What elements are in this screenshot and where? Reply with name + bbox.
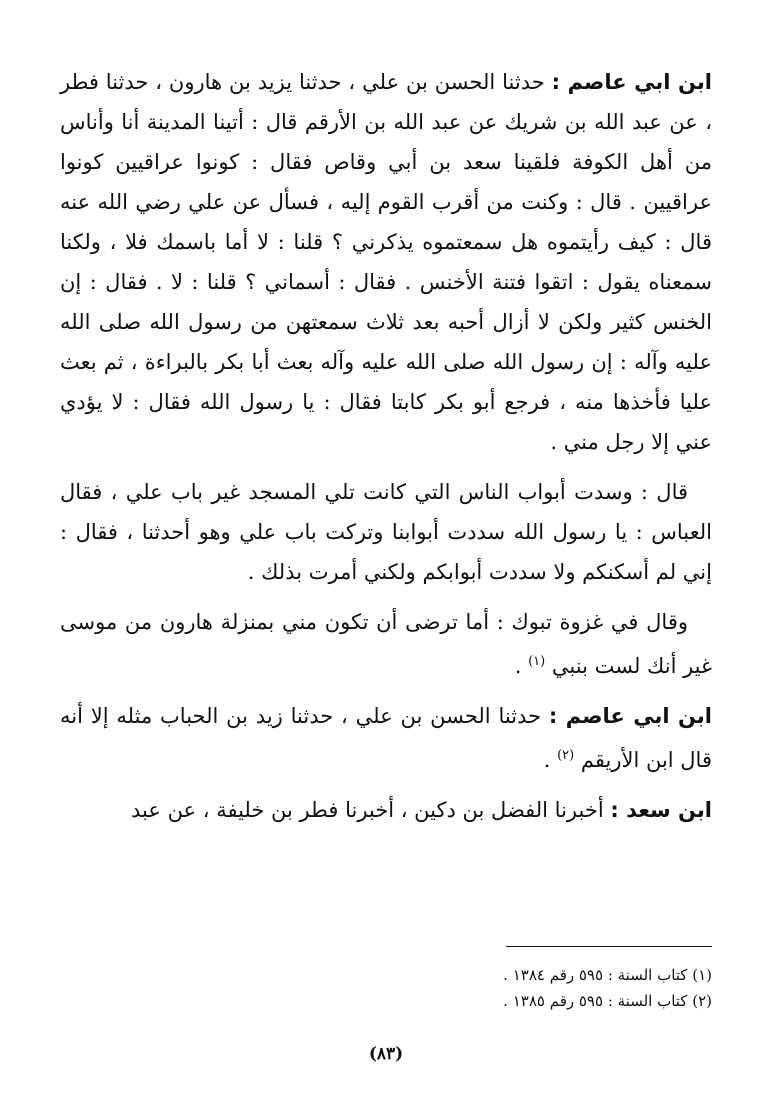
source-label: ابن ابي عاصم : <box>551 70 712 94</box>
paragraph-text: حدثنا الحسن بن علي ، حدثنا زيد بن الحباب مثله إلا أنه قال ابن الأريقم <box>60 704 712 772</box>
footnote-ref-1: (١) <box>528 654 546 669</box>
paragraph-3 <box>60 602 712 686</box>
footnote-ref-2: (٢) <box>557 748 575 763</box>
paragraph-text: حدثنا الحسن بن علي ، حدثنا يزيد بن هارون ، حدثنا فطر ، عن عبد الله بن شريك عن عبد الله بن الأرقم قال : أتينا المدينة أنا وأناس من أهل الكوفة فلقينا سعد بن أبي وقاص فقال : كونوا عراقيين كونوا عراقيين . قال : وكنت من أقرب القوم إليه ، فسأل عن علي رضي الله عنه قال : كيف رأيتموه هل سمعتموه يذكرني ؟ قلنا : لا أما باسمك فلا ، ولكنا سمعناه يقول : اتقوا فتنة الأخنس . فقال : أسماني ؟ قلنا : لا . فقال : إن الخنس كثير ولكن لا أزال أحبه بعد ثلاث سمعتهن من رسول الله صلى الله عليه وآله : إن رسول الله صلى الله عليه وآله بعث أبا بكر بالبراءة ، ثم بعث عليا فأخذها منه ، فرجع أبو بكر كابتا فقال : يا رسول الله فقال : لا يؤدي عني إلا رجل مني . <box>60 70 712 454</box>
footnote-divider <box>506 946 712 947</box>
paragraph-tail: . <box>514 654 529 678</box>
footnote-1: (١) كتاب السنة : ٥٩٥ رقم ١٣٨٤ . <box>503 966 712 984</box>
paragraph-text: أخبرنا الفضل بن دكين ، أخبرنا فطر بن خليفة ، عن عبد <box>131 798 604 822</box>
paragraph-text: وقال في غزوة تبوك : أما ترضى أن تكون مني بمنزلة هارون من موسى غير أنك لست بنبي <box>60 610 712 678</box>
source-label: ابن ابي عاصم : <box>548 704 712 728</box>
paragraph-5 <box>60 790 712 830</box>
paragraph-4 <box>60 696 712 780</box>
footnote-2: (٢) كتاب السنة : ٥٩٥ رقم ١٣٨٥ . <box>503 992 712 1010</box>
paragraph-text: قال : وسدت أبواب الناس التي كانت تلي المسجد غير باب علي ، فقال العباس : يا رسول الله سددت أبوابنا وتركت باب علي وهو أحدثنا ، فقال : إني لم أسكنكم ولا سددت أبوابكم ولكني أمرت بذلك . <box>60 480 712 584</box>
page-body <box>60 62 712 840</box>
paragraph-tail: . <box>543 748 558 772</box>
page-number: (٨٣) <box>368 1044 404 1064</box>
footnotes <box>352 962 712 1014</box>
source-label: ابن سعد : <box>610 798 712 822</box>
paragraph-1 <box>60 62 712 462</box>
paragraph-2 <box>60 472 712 592</box>
